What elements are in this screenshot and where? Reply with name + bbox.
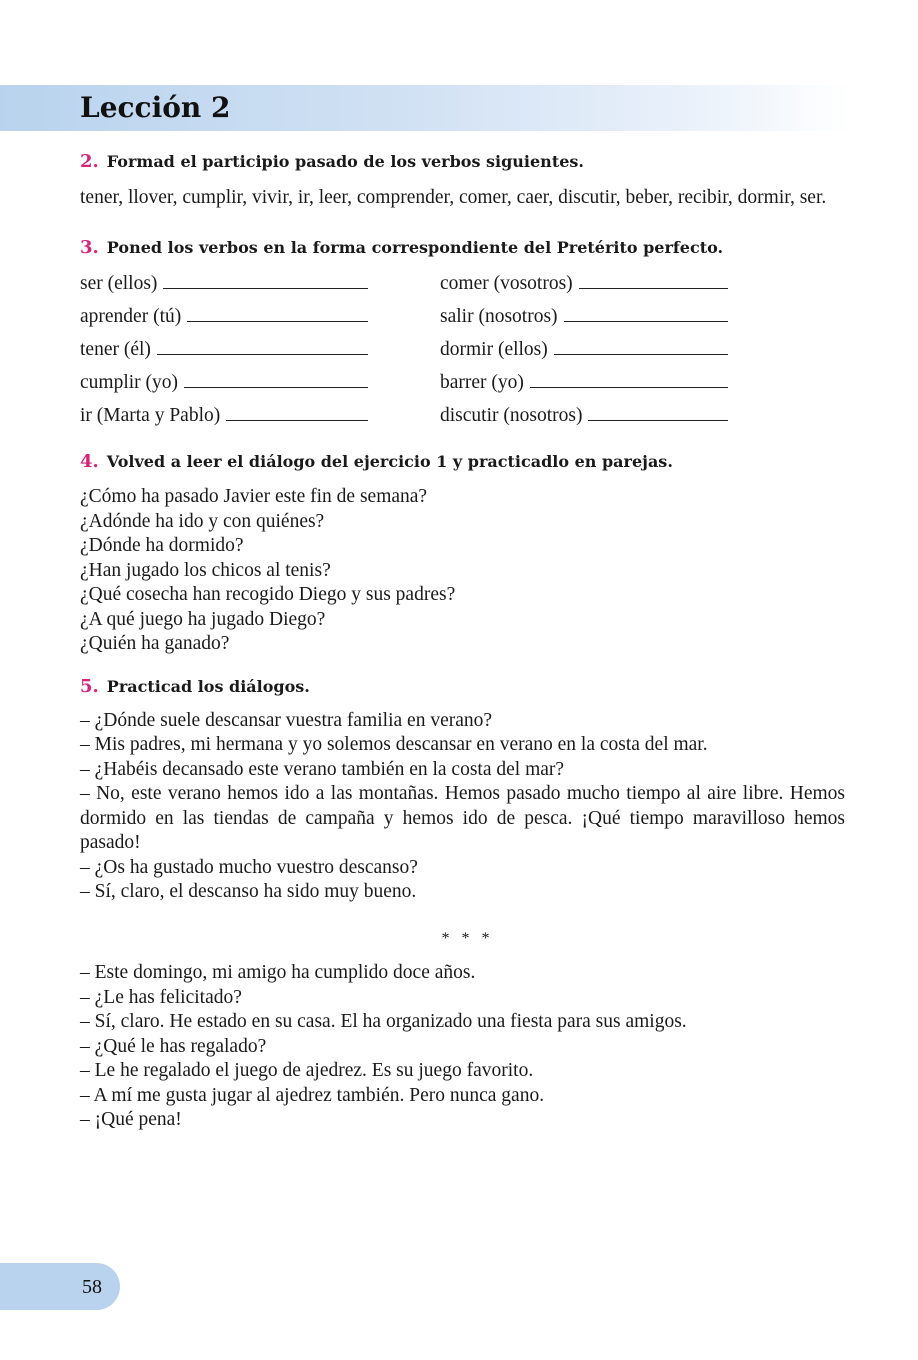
answer-blank[interactable]	[157, 337, 368, 355]
dialogue-1	[80, 709, 845, 905]
dialogue-line: – ¡Qué pena!	[80, 1109, 182, 1130]
answer-blank[interactable]	[187, 304, 368, 322]
fill-in-item	[440, 403, 728, 429]
answer-blank[interactable]	[554, 337, 728, 355]
dialogue-line: – ¿Le has felicitado?	[80, 986, 242, 1008]
dialogue-line: – ¿Habéis decansado este verano también en la costa del mar?	[80, 758, 565, 780]
answer-blank[interactable]	[579, 271, 728, 289]
question-line: ¿Qué cosecha han recogido Diego y sus padres?	[80, 584, 456, 605]
dialogue-line: – ¿Os ha gustado mucho vuestro descanso?	[80, 856, 418, 878]
answer-blank[interactable]	[184, 370, 368, 388]
question-line: ¿Cómo ha pasado Javier este fin de semana?	[80, 486, 428, 507]
exercise-number: 2.	[80, 151, 99, 172]
exercise-3-heading	[80, 236, 845, 260]
exercise-number: 4.	[80, 451, 99, 472]
exercise-instruction: Poned los verbos en la forma correspondiente del Pretérito perfecto.	[106, 237, 724, 257]
verb-prompt: ser (ellos)	[80, 272, 158, 294]
exercise-number: 5.	[80, 675, 99, 697]
exercise-instruction: Volved a leer el diálogo del ejercicio 1 y practicadlo en parejas.	[106, 452, 673, 471]
exercise-instruction: Formad el participio pasado de los verbos siguientes.	[106, 152, 584, 171]
fill-in-item	[440, 304, 728, 330]
verb-prompt: aprender (tú)	[80, 305, 182, 327]
dialogue-line: – Sí, claro, el descanso ha sido muy bueno.	[80, 881, 417, 902]
page-content	[80, 150, 845, 1133]
exercise-2	[80, 150, 845, 211]
fill-in-item	[80, 370, 368, 396]
dialogue-line: – Le he regalado el juego de ajedrez. Es su juego favorito.	[80, 1060, 534, 1081]
fill-in-item	[80, 337, 368, 363]
exercise-2-heading	[80, 150, 845, 174]
page-number-tab	[0, 1263, 120, 1310]
verb-prompt: salir (nosotros)	[440, 305, 558, 327]
fill-in-item	[440, 271, 728, 297]
verb-prompt: discutir (nosotros)	[440, 404, 583, 426]
dialogue-line: – No, este verano hemos ido a las montañas. Hemos pasado mucho tiempo al aire libre. Hemos dormido en las tiendas de campaña y hemos ido de pesca. ¡Qué tiempo maravilloso hemos pasado!	[80, 783, 845, 853]
answer-blank[interactable]	[163, 271, 368, 289]
verb-prompt: cumplir (yo)	[80, 371, 179, 393]
verb-prompt: barrer (yo)	[440, 371, 524, 393]
question-line: ¿Quién ha ganado?	[80, 633, 230, 654]
answer-blank[interactable]	[588, 403, 728, 421]
verb-list-text: tener, llover, cumplir, vivir, ir, leer, comprender, comer, caer, discutir, beber, recibir, dormir, ser.	[80, 187, 827, 208]
exercise-number: 3.	[80, 236, 99, 258]
verb-prompt: dormir (ellos)	[440, 338, 548, 360]
exercise-4	[80, 450, 845, 657]
dialogue-2	[80, 961, 845, 1133]
verb-fill-grid	[80, 271, 845, 429]
exercise-instruction: Practicad los diálogos.	[106, 676, 310, 696]
fill-in-item	[80, 403, 368, 429]
lesson-title: Lección 2	[80, 91, 231, 124]
fill-in-item	[80, 304, 368, 330]
dialogue-line: – Sí, claro. He estado en su casa. El ha organizado una fiesta para sus amigos.	[80, 1011, 687, 1032]
question-line: ¿Han jugado los chicos al tenis?	[80, 559, 331, 581]
dialogue-line: – Mis padres, mi hermana y yo solemos descansar en verano en la costa del mar.	[80, 734, 708, 755]
question-line: ¿Adónde ha ido y con quiénes?	[80, 510, 325, 532]
answer-blank[interactable]	[530, 370, 728, 388]
question-line: ¿A qué juego ha jugado Diego?	[80, 608, 326, 630]
dialogue-line: – Este domingo, mi amigo ha cumplido doce años.	[80, 962, 476, 983]
exercise-5-heading	[80, 675, 845, 699]
question-list	[80, 485, 845, 657]
dialogue-separator: * * *	[441, 929, 494, 947]
answer-blank[interactable]	[564, 304, 728, 322]
exercise-4-heading	[80, 450, 845, 474]
dialogue-line: – ¿Dónde suele descansar vuestra familia en verano?	[80, 709, 493, 731]
fill-in-item	[440, 337, 728, 363]
fill-in-item	[80, 271, 368, 297]
verb-prompt: ir (Marta y Pablo)	[80, 404, 221, 426]
verb-prompt: comer (vosotros)	[440, 272, 573, 294]
exercise-5	[80, 675, 845, 1133]
question-line: ¿Dónde ha dormido?	[80, 535, 244, 556]
dialogue-line: – A mí me gusta jugar al ajedrez también. Pero nunca gano.	[80, 1084, 545, 1106]
exercise-3	[80, 236, 845, 429]
answer-blank[interactable]	[226, 403, 368, 421]
dialogue-line: – ¿Qué le has regalado?	[80, 1035, 267, 1057]
page-number: 58	[82, 1276, 102, 1298]
fill-in-item	[440, 370, 728, 396]
verb-prompt: tener (él)	[80, 338, 151, 360]
